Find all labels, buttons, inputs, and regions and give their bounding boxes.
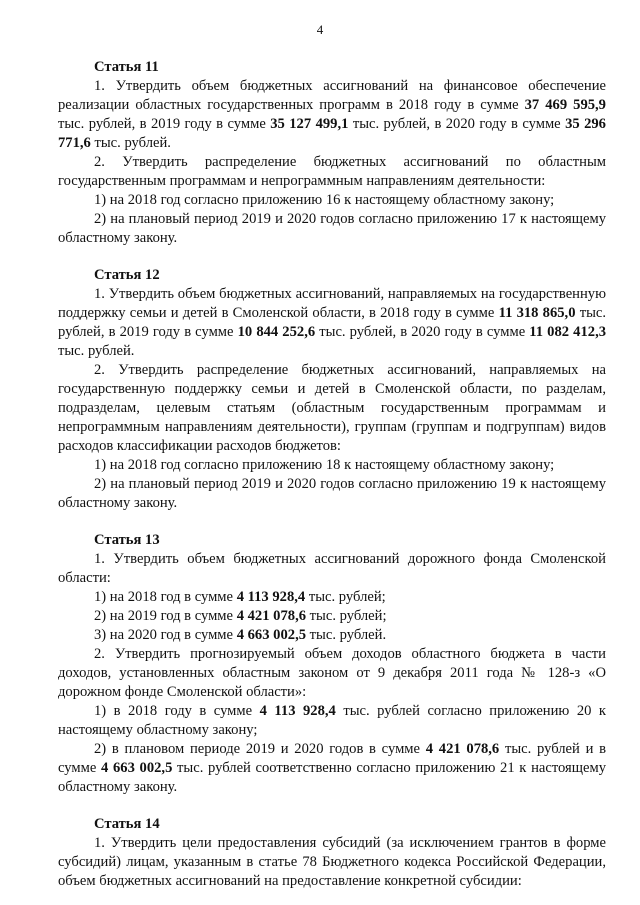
- amount-value: 4 421 078,6: [425, 741, 500, 757]
- paragraph-text: 1. Утвердить объем бюджетных ассигнований, направляемых на государственную поддержку семьи и детей в Смоленской области, в 2018 году в сумме: [58, 286, 606, 321]
- paragraph-text: 1) в 2018 году в сумме: [94, 703, 260, 719]
- paragraph-text: тыс. рублей;: [305, 589, 386, 605]
- article-paragraph: [58, 191, 606, 210]
- article-title: Статья 13: [94, 532, 160, 548]
- paragraph-text: тыс. рублей, в 2019 году в сумме: [58, 116, 271, 132]
- article-paragraph: [58, 475, 606, 513]
- article-title: Статья 11: [94, 59, 159, 75]
- paragraph-text: тыс. рублей.: [306, 627, 387, 643]
- paragraph-text: тыс. рублей.: [90, 135, 171, 151]
- article-title: Статья 14: [94, 816, 160, 832]
- paragraph-text: 2) на плановый период 2019 и 2020 годов согласно приложению 19 к настоящему областному закону.: [58, 476, 606, 511]
- paragraph-text: тыс. рублей;: [306, 608, 387, 624]
- amount-value: 35 296 771,6: [58, 116, 606, 151]
- article-paragraph: [58, 740, 606, 797]
- article-paragraph: [58, 456, 606, 475]
- article-paragraph: [58, 550, 606, 588]
- paragraph-text: 3) на 2020 год в сумме: [94, 627, 237, 643]
- paragraph-text: 2) в плановом периоде 2019 и 2020 годов в сумме: [94, 741, 426, 757]
- article-section: [58, 815, 606, 891]
- article-section: [58, 531, 606, 797]
- amount-value: 11 318 865,0: [498, 305, 576, 321]
- article-paragraph: [58, 210, 606, 248]
- paragraph-text: тыс. рублей, в 2020 году в сумме: [348, 116, 566, 132]
- paragraph-text: 1. Утвердить цели предоставления субсидий (за исключением грантов в форме субсидий) лицам, указанным в статье 78 Бюджетного кодекса Российской Федерации, объем бюджетных ассигнований на предоставление конкретной субсидии:: [58, 835, 606, 889]
- paragraph-text: 2. Утвердить распределение бюджетных ассигнований по областным государственным программам и непрограммным направлениям деятельности:: [58, 154, 606, 189]
- amount-value: 35 127 499,1: [270, 116, 349, 132]
- article-paragraph: [58, 588, 606, 607]
- paragraph-text: 1. Утвердить объем бюджетных ассигнований дорожного фонда Смоленской области:: [58, 551, 606, 586]
- amount-value: 10 844 252,6: [237, 324, 316, 340]
- amount-value: 4 113 928,4: [236, 589, 306, 605]
- article-paragraph: [58, 77, 606, 153]
- paragraph-text: 1) на 2018 год в сумме: [94, 589, 237, 605]
- article-section: [58, 266, 606, 513]
- amount-value: 37 469 595,9: [524, 97, 606, 113]
- paragraph-text: 2) на 2019 год в сумме: [94, 608, 237, 624]
- article-title: Статья 12: [94, 267, 160, 283]
- amount-value: 11 082 412,3: [529, 324, 607, 340]
- amount-value: 4 421 078,6: [236, 608, 307, 624]
- paragraph-text: 2) на плановый период 2019 и 2020 годов согласно приложению 17 к настоящему областному закону.: [58, 211, 606, 246]
- amount-value: 4 113 928,4: [259, 703, 336, 719]
- amount-value: 4 663 002,5: [236, 627, 307, 643]
- paragraph-text: 1. Утвердить объем бюджетных ассигнований на финансовое обеспечение реализации областных государственных программ в 2018 году в сумме: [58, 78, 606, 113]
- paragraph-text: 1) на 2018 год согласно приложению 18 к настоящему областному закону;: [94, 457, 555, 473]
- article-paragraph: [58, 361, 606, 456]
- article-paragraph: [58, 285, 606, 361]
- article-paragraph: [58, 834, 606, 891]
- paragraph-text: тыс. рублей, в 2019 году в сумме: [58, 305, 607, 340]
- article-paragraph: [58, 153, 606, 191]
- paragraph-text: 2. Утвердить прогнозируемый объем доходов областного бюджета в части доходов, установленных областным законом от 9 декабря 2011 года № 128-з «О дорожном фонде Смоленской области»:: [58, 646, 606, 700]
- article-paragraph: [58, 645, 606, 702]
- page-number: 4: [316, 22, 324, 37]
- amount-value: 4 663 002,5: [101, 760, 173, 776]
- article-paragraph: [58, 702, 606, 740]
- article-section: [58, 58, 606, 248]
- paragraph-text: тыс. рублей, в 2020 году в сумме: [315, 324, 530, 340]
- paragraph-text: тыс. рублей согласно приложению 20 к настоящему областному закону;: [58, 703, 606, 738]
- paragraph-text: 1) на 2018 год согласно приложению 16 к настоящему областному закону;: [94, 192, 555, 208]
- article-paragraph: [58, 607, 606, 626]
- paragraph-text: тыс. рублей и в сумме: [58, 741, 606, 776]
- paragraph-text: тыс. рублей.: [58, 343, 135, 359]
- paragraph-text: 2. Утвердить распределение бюджетных ассигнований, направляемых на государственную поддержку семьи и детей в Смоленской области, по разделам, подразделам, целевым статьям (областным государственным программам и непрограммным направлениям деятельности), группам (группам и подгруппам) видов расходов классификации расходов бюджетов:: [58, 362, 606, 454]
- document-body: [58, 58, 606, 891]
- paragraph-text: тыс. рублей соответственно согласно приложению 21 к настоящему областному закону.: [58, 760, 606, 795]
- article-paragraph: [58, 626, 606, 645]
